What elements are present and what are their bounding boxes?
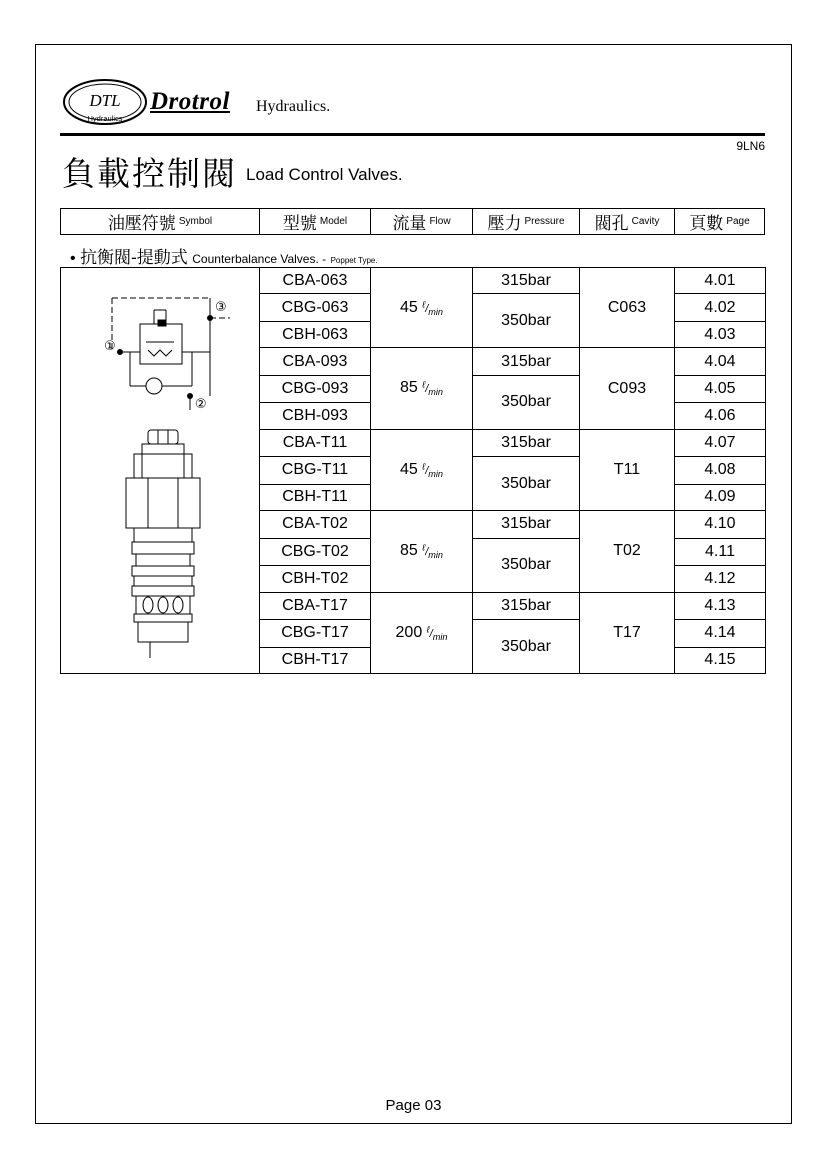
valve-symbol-drawing [62,268,259,668]
pressure-cell: 350bar [473,457,580,511]
page-cell: 4.06 [675,403,766,429]
model-cell: CBA-093 [260,348,371,376]
page-cell: 4.12 [675,566,766,592]
table-row [61,268,766,294]
dtl-logo-icon [62,78,148,126]
page-title-en: Load Control Valves. [246,165,403,184]
page-cell: 4.03 [675,321,766,347]
brand-name: Drotrol [150,88,230,115]
port-1-label: ① [103,339,116,354]
pressure-cell: 350bar [473,538,580,592]
brand-subtitle: Hydraulics. [256,98,331,115]
header-symbol: 油壓符號 Symbol [61,209,260,234]
company-logo [62,78,362,134]
header-flow: 流量 Flow [371,209,473,234]
model-cell: CBH-T11 [260,484,371,510]
port-3-label: ③ [214,300,227,315]
model-cell: CBH-063 [260,321,371,347]
page-title-zh: 負載控制閥 [62,154,237,193]
page-cell: 4.05 [675,375,766,403]
cavity-cell: C063 [580,268,675,348]
page-cell: 4.04 [675,348,766,376]
model-cell: CBG-T02 [260,538,371,566]
page-cell: 4.13 [675,592,766,620]
symbol-cell [61,268,260,674]
page-cell: 4.07 [675,429,766,457]
pressure-cell: 350bar [473,375,580,429]
table-header [60,208,765,235]
page-cell: 4.15 [675,647,766,673]
product-table [60,267,766,674]
header-page: 頁數 Page [689,214,750,234]
cartridge-valve-icon [126,430,200,658]
page-cell: 4.09 [675,484,766,510]
document-code: 9LN6 [736,139,765,153]
model-cell: CBH-T17 [260,647,371,673]
pressure-cell: 315bar [473,348,580,376]
pressure-cell: 315bar [473,429,580,457]
model-cell: CBA-063 [260,268,371,294]
page-cell: 4.02 [675,294,766,322]
hydraulic-symbol-icon [112,298,230,410]
section-heading: • 抗衡閥-提動式 Counterbalance Valves. - Poppet Type. [70,248,378,268]
page-footer: Page 03 [385,1097,442,1114]
model-cell: CBH-093 [260,403,371,429]
model-cell: CBA-T02 [260,511,371,539]
port-2-label: ② [194,397,207,412]
page-cell: 4.14 [675,620,766,648]
flow-cell: 200 $^\ell/_{min}$ [371,592,473,673]
header-rule [60,133,765,136]
header-model: 型號 Model [260,209,371,234]
logo-oval-text: DTL [89,91,121,110]
logo-oval-sub: Hydraulics [87,114,123,123]
pressure-cell: 315bar [473,592,580,620]
pressure-cell: 315bar [473,268,580,294]
model-cell: CBG-T17 [260,620,371,648]
pressure-cell: 350bar [473,620,580,674]
model-cell: CBA-T11 [260,429,371,457]
model-cell: CBG-T11 [260,457,371,485]
model-cell: CBG-063 [260,294,371,322]
page-cell: 4.10 [675,511,766,539]
pressure-cell: 315bar [473,511,580,539]
model-cell: CBH-T02 [260,566,371,592]
flow-cell: 45 $^\ell/_{min}$ [371,429,473,510]
flow-cell: 85 $^\ell/_{min}$ [371,511,473,592]
header-pressure: 壓力 Pressure [473,209,580,234]
flow-cell: 45 $^\ell/_{min}$ [371,268,473,348]
flow-cell: 85 $^\ell/_{min}$ [371,348,473,429]
page-cell: 4.08 [675,457,766,485]
cavity-cell: T11 [580,429,675,510]
model-cell: CBG-093 [260,375,371,403]
header-cavity: 閥孔 Cavity [580,209,675,234]
cavity-cell: T17 [580,592,675,673]
page-cell: 4.11 [675,538,766,566]
page-cell: 4.01 [675,268,766,294]
pressure-cell: 350bar [473,294,580,348]
cavity-cell: C093 [580,348,675,429]
model-cell: CBA-T17 [260,592,371,620]
cavity-cell: T02 [580,511,675,592]
